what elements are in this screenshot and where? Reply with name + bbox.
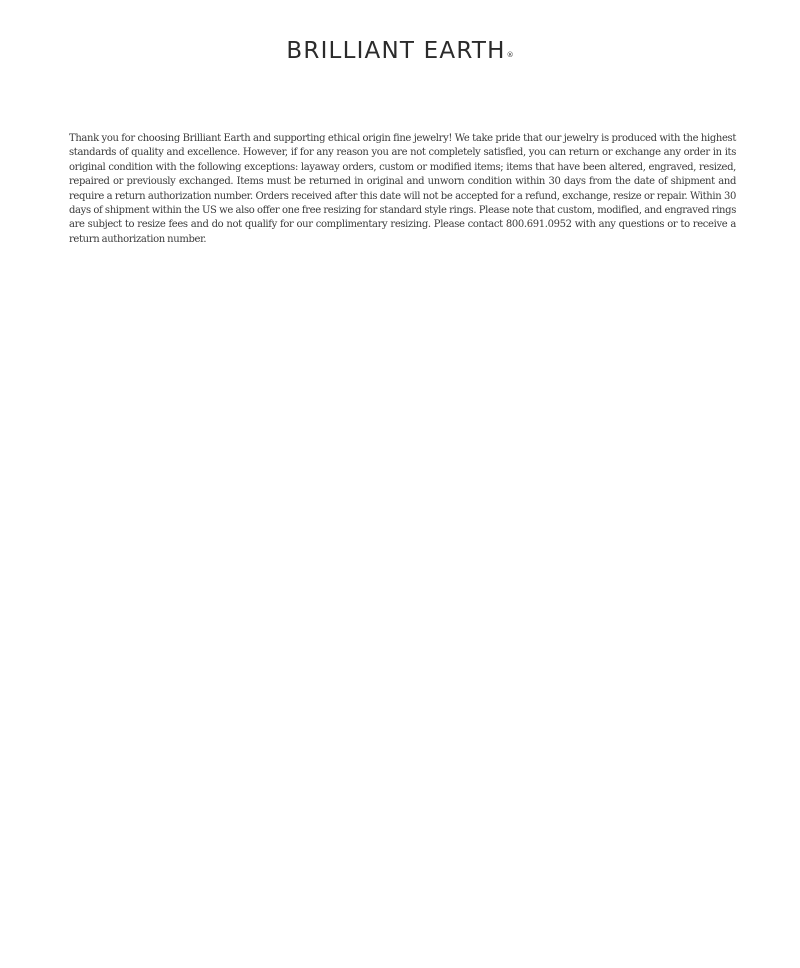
trademark-symbol: ® [506, 51, 514, 59]
return-policy-text: Thank you for choosing Brilliant Earth and supporting ethical origin fine jewelry! We take pride that our jewelry is produced with the highest standards of quality and excellence. However, if for any reason you are not completely satisfied, you can return or exchange any order in its original condition with the following exceptions: layaway orders, custom or modified items; items that have been altered, engraved, resized, repaired or previously exchanged. Items must be returned in original and unworn condition within 30 days from the date of shipment and require a return authorization number. Orders received after this date will not be accepted for a refund, exchange, resize or repair. Within 30 days of shipment within the US we also offer one free resizing for standard style rings. Please note that custom, modified, and engraved rings are subject to resize fees and do not qualify for our complimentary resizing. Please contact 800.691.0952 with any questions or to receive a return authorization number. [69, 133, 736, 245]
page-header [0, 0, 800, 100]
brand-name: BRILLIANT EARTH [286, 38, 506, 64]
brand-logo [0, 36, 800, 66]
